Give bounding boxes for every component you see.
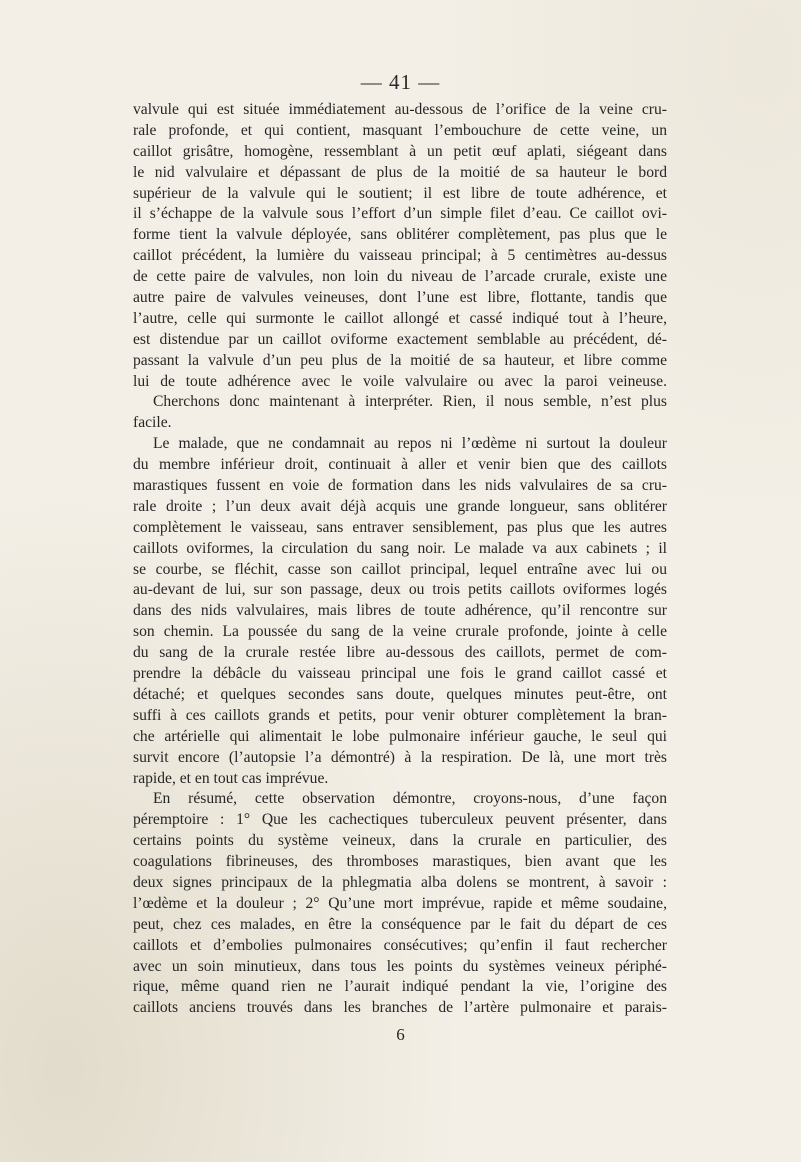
text-line: marastiques fussent en voie de formation dans les nids valvulaires de sa cru- xyxy=(133,477,667,495)
text-line: rique, même quand rien ne l’aurait indiqué pendant la vie, l’origine des xyxy=(133,978,667,996)
text-line: avec un soin minutieux, dans tous les points du systèmes veineux périphé- xyxy=(133,957,667,975)
text-line: dans des nids valvulaires, mais libres de toute adhérence, qu’il rencontre sur xyxy=(133,602,667,620)
text-line: coagulations fibrineuses, des thromboses marastiques, bien avant que les xyxy=(133,853,667,871)
text-line: caillots oviformes, la circulation du sang noir. Le malade va aux cabinets ; il xyxy=(133,539,667,557)
text-line: autre paire de valvules veineuses, dont l’une est libre, flottante, tandis que xyxy=(133,289,667,307)
text-line: prendre la débâcle du vaisseau principal une fois le grand caillot cassé et xyxy=(133,665,667,683)
text-line: du sang de la crurale restée libre au-dessous des caillots, permet de com- xyxy=(133,644,667,662)
text-line: caillots anciens trouvés dans les branches de l’artère pulmonaire et parais- xyxy=(133,999,667,1017)
text-line: de cette paire de valvules, non loin du niveau de l’arcade crurale, existe une xyxy=(133,268,667,286)
text-line: peut, chez ces malades, en être la conséquence par le fait du départ de ces xyxy=(133,915,667,933)
text-line: che artérielle qui alimentait le lobe pulmonaire inférieur gauche, le seul qui xyxy=(133,727,667,745)
text-line: du membre inférieur droit, continuait à aller et venir bien que des caillots xyxy=(133,456,667,474)
body-text xyxy=(133,100,667,1019)
text-line: certains points du système veineux, dans la crurale en particulier, des xyxy=(133,832,667,850)
text-line: caillots et d’embolies pulmonaires consécutives; qu’enfin il faut rechercher xyxy=(133,936,667,954)
text-line: En résumé, cette observation démontre, croyons-nous, d’une façon xyxy=(153,790,667,808)
text-line: l’œdème et la douleur ; 2° Qu’une mort imprévue, rapide et même soudaine, xyxy=(133,894,667,912)
text-line: lui de toute adhérence avec le voile valvulaire ou avec la paroi veineuse. xyxy=(133,372,667,390)
text-line: est distendue par un caillot oviforme exactement semblable au précédent, dé- xyxy=(133,330,667,348)
text-line: complètement le vaisseau, sans entraver sensiblement, pas plus que les autres xyxy=(133,518,667,536)
text-line: supérieur de la valvule qui le soutient; il est libre de toute adhérence, et xyxy=(133,184,667,202)
text-line: caillot précédent, la lumière du vaisseau principal; à 5 centimètres au-dessus xyxy=(133,247,667,265)
text-line: rale droite ; l’un deux avait déjà acquis une grande longueur, sans oblitérer xyxy=(133,497,667,515)
text-line: au-devant de lui, sur son passage, deux ou trois petits caillots oviformes logés xyxy=(133,581,667,599)
text-line: passant la valvule d’un peu plus de la moitié de sa hauteur, et libre comme xyxy=(133,351,667,369)
page-number: — 41 — xyxy=(360,70,441,94)
text-line: caillot grisâtre, homogène, ressemblant à un petit œuf aplati, siégeant dans xyxy=(133,142,667,160)
text-line: Cherchons donc maintenant à interpréter. Rien, il nous semble, n’est plus xyxy=(153,393,667,411)
text-line: facile. xyxy=(133,414,172,432)
text-line: survit encore (l’autopsie l’a démontré) à la respiration. De là, une mort très xyxy=(133,748,667,766)
text-line: détaché; et quelques secondes sans doute, quelques minutes peut-être, ont xyxy=(133,685,667,703)
text-line: suffi à ces caillots grands et petits, pour venir obturer complètement la bran- xyxy=(133,706,667,724)
text-line: le nid valvulaire et dépassant de plus de la moitié de sa hauteur le bord xyxy=(133,163,667,181)
text-line: péremptoire : 1° Que les cachectiques tuberculeux peuvent présenter, dans xyxy=(133,811,667,829)
text-line: forme tient la valvule déployée, sans oblitérer complètement, pas plus que le xyxy=(133,226,667,244)
text-line: valvule qui est située immédiatement au-dessous de l’orifice de la veine cru- xyxy=(133,101,667,118)
text-line: deux signes principaux de la phlegmatia alba dolens se montrent, à savoir : xyxy=(133,873,667,891)
text-line: se courbe, se fléchit, casse son caillot principal, lequel entraîne avec lui ou xyxy=(133,560,667,578)
signature-mark: 6 xyxy=(396,1025,405,1044)
text-line: rapide, et en tout cas imprévue. xyxy=(133,769,329,787)
text-line: rale profonde, et qui contient, masquant l’embouchure de cette veine, un xyxy=(133,121,667,139)
text-line: l’autre, celle qui surmonte le caillot allongé et cassé indiqué tout à l’heure, xyxy=(133,309,667,327)
text-line: son chemin. La poussée du sang de la veine crurale profonde, jointe à celle xyxy=(133,623,667,641)
text-line: il s’échappe de la valvule sous l’effort d’un simple filet d’eau. Ce caillot ovi- xyxy=(133,205,667,223)
text-line: Le malade, que ne condamnait au repos ni l’œdème ni surtout la douleur xyxy=(153,435,667,453)
